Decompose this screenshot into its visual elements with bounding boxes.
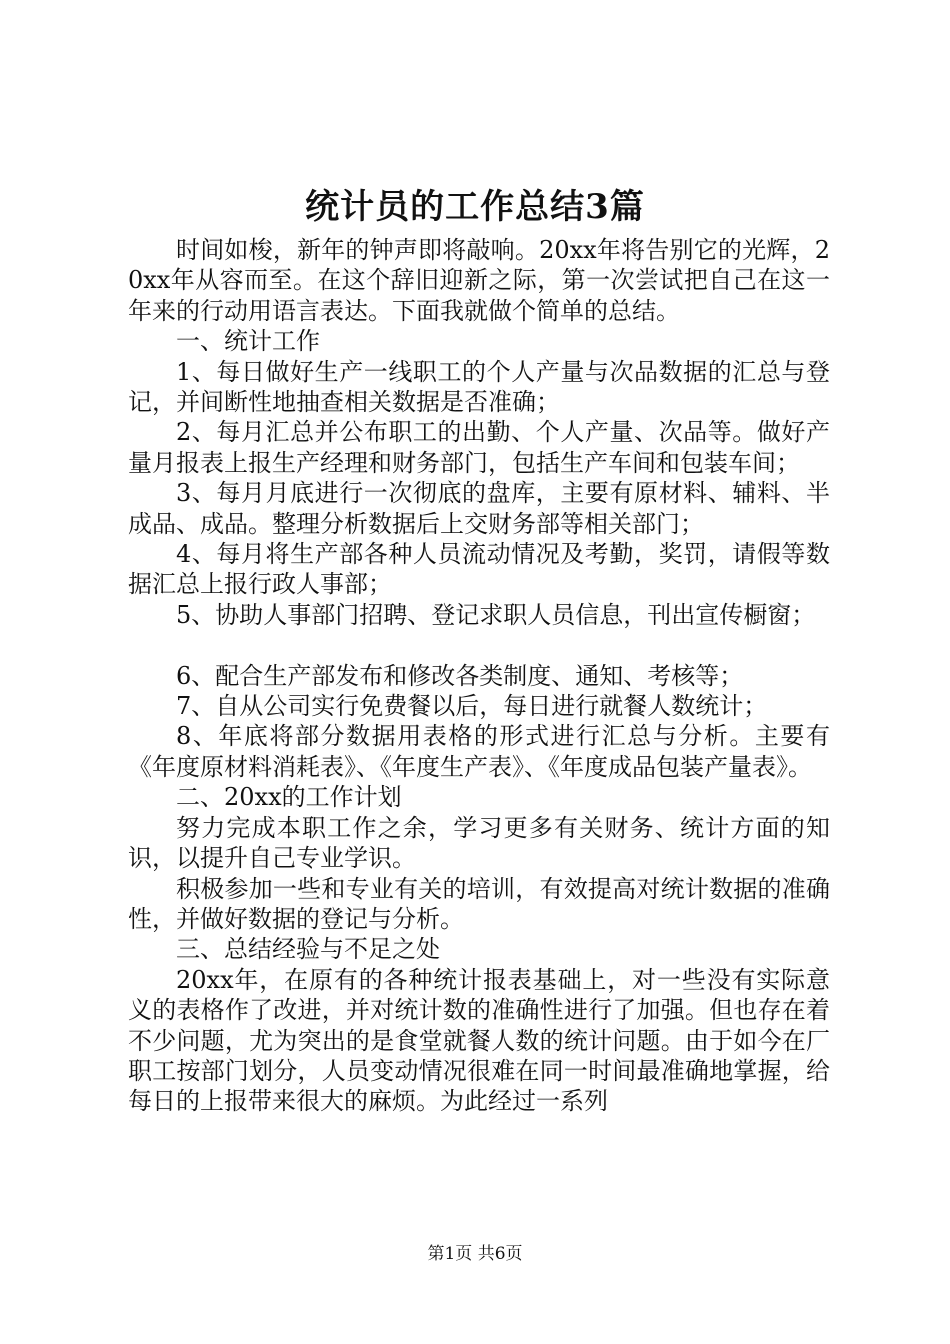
paragraph: 20xx年，在原有的各种统计报表基础上，对一些没有实际意义的表格作了改进，并对统计数的准确性进行了加强。但也存在着不少问题，尤为突出的是食堂就餐人数的统计问题。由于如今在厂职工按部门划分，人员变动情况很难在同一时间最准确地掌握，给每日的上报带来很大的麻烦。为此经过一系列 xyxy=(128,965,830,1116)
section-heading-summary: 三、总结经验与不足之处 xyxy=(176,935,440,964)
document-title: 统计员的工作总结3篇 xyxy=(305,187,645,227)
paragraph-intro: 时间如梭，新年的钟声即将敲响。20xx年将告别它的光辉，20xx年从容而至。在这个辞旧迎新之际，第一次尝试把自己在这一年来的行动用语言表达。下面我就做个简单的总结。 xyxy=(128,236,830,325)
list-item: 2、每月汇总并公布职工的出勤、个人产量、次品等。做好产量月报表上报生产经理和财务部门，包括生产车间和包装车间； xyxy=(128,418,830,477)
list-item: 5、协助人事部门招聘、登记求职人员信息，刊出宣传橱窗； xyxy=(176,600,816,629)
section-heading-statistics: 一、统计工作 xyxy=(176,327,320,356)
list-item: 8、年底将部分数据用表格的形式进行汇总与分析。主要有《年度原材料消耗表》、《年度生产表》、《年度成品包装产量表》。 xyxy=(128,722,830,781)
section-heading-plan: 二、20xx的工作计划 xyxy=(176,783,402,812)
paragraph: 努力完成本职工作之余，学习更多有关财务、统计方面的知识，以提升自己专业学识。 xyxy=(128,813,830,873)
list-item: 7、自从公司实行免费餐以后，每日进行就餐人数统计； xyxy=(176,692,768,721)
document-body xyxy=(128,235,830,1117)
blank-line xyxy=(128,630,830,660)
list-item: 1、每日做好生产一线职工的个人产量与次品数据的汇总与登记，并间断性地抽查相关数据是否准确； xyxy=(128,357,830,417)
paragraph: 积极参加一些和专业有关的培训，有效提高对统计数据的准确性，并做好数据的登记与分析。 xyxy=(128,874,830,933)
list-item: 4、每月将生产部各种人员流动情况及考勤，奖罚，请假等数据汇总上报行政人事部； xyxy=(128,540,830,599)
list-item: 3、每月月底进行一次彻底的盘库，主要有原材料、辅料、半成品、成品。整理分析数据后上交财务部等相关部门； xyxy=(128,479,830,538)
page-footer: 第1页 共6页 xyxy=(427,1244,523,1264)
list-item: 6、配合生产部发布和修改各类制度、通知、考核等； xyxy=(176,661,744,690)
